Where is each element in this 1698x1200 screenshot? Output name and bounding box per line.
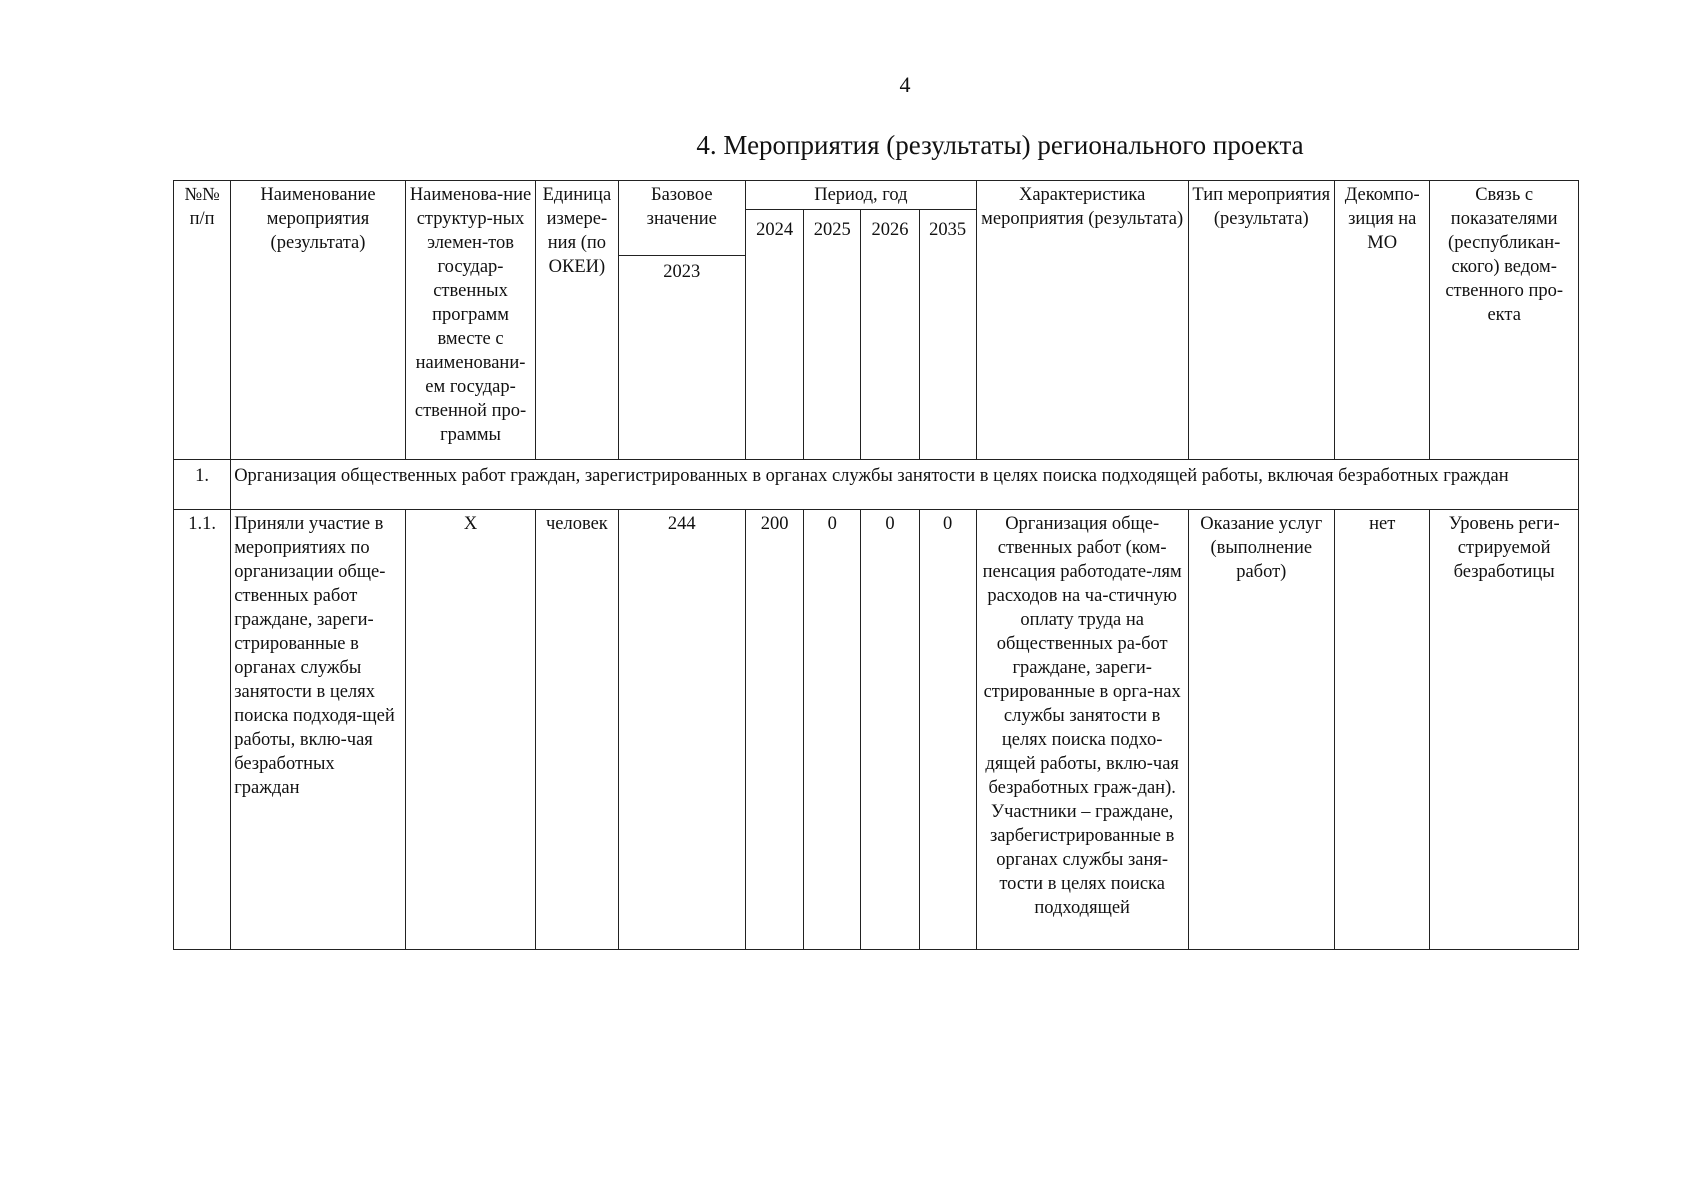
- header-name: Наименование мероприятия (результата): [231, 181, 406, 460]
- header-num: №№ п/п: [174, 181, 231, 460]
- table-row: [174, 510, 1579, 950]
- section-row: [174, 460, 1579, 510]
- page-number: 4: [899, 72, 911, 97]
- row-value-2026: 0: [861, 510, 919, 950]
- header-characteristic: Характеристика мероприятия (результата): [976, 181, 1188, 460]
- header-base-value: Базовое значение: [618, 181, 745, 256]
- header-year-2026: 2026: [861, 210, 919, 460]
- header-period: Период, год: [745, 181, 976, 210]
- header-link: Связь с показателями (республикан-ского) ведом-ственного про-екта: [1430, 181, 1579, 460]
- row-base-value: 244: [618, 510, 745, 950]
- header-unit: Единица измере-ния (по ОКЕИ): [536, 181, 618, 460]
- row-type: Оказание услуг (выполнение работ): [1188, 510, 1335, 950]
- header-type: Тип мероприятия (результата): [1188, 181, 1335, 460]
- header-structural: Наименова-ние структур-ных элемен-тов государ-ственных программ вместе с наименовани-ем государ-ственной про-граммы: [405, 181, 535, 460]
- page-title: 4. Мероприятия (результаты) регионального проекта: [696, 130, 1304, 160]
- header-year-2024: 2024: [745, 210, 803, 460]
- header-base-year: 2023: [618, 256, 745, 460]
- row-characteristic: Организация обще-ственных работ (ком-пенсация работодате-лям расходов на ча-стичную оплату труда на общественных ра-бот граждане, зареги-стрированные в орга-нах службы занятости в целях поиска подхо-дящей работы, вклю-чая безработных граж-дан). Участники – граждане, зарбегистрированные в органах службы заня-тости в целях поиска подходящей: [976, 510, 1188, 950]
- row-unit: человек: [536, 510, 618, 950]
- header-year-2035: 2035: [919, 210, 976, 460]
- header-row-1: [174, 181, 1579, 210]
- section-num: 1.: [174, 460, 231, 510]
- row-num: 1.1.: [174, 510, 231, 950]
- row-structural: X: [405, 510, 535, 950]
- row-name: Приняли участие в мероприятиях по организации обще-ственных работ граждане, зареги-стрированные в органах службы занятости в целях поиска подходя-щей работы, вклю-чая безработных граждан: [231, 510, 406, 950]
- header-year-2025: 2025: [804, 210, 861, 460]
- row-value-2035: 0: [919, 510, 976, 950]
- events-table: [173, 180, 1579, 950]
- section-text: Организация общественных работ граждан, зарегистрированных в органах службы занятости в целях поиска подходящей работы, включая безработных граждан: [231, 460, 1579, 510]
- header-decomposition: Декомпо-зиция на МО: [1335, 181, 1430, 460]
- row-value-2025: 0: [804, 510, 861, 950]
- row-link: Уровень реги-стрируемой безработицы: [1430, 510, 1579, 950]
- row-decomposition: нет: [1335, 510, 1430, 950]
- row-value-2024: 200: [745, 510, 803, 950]
